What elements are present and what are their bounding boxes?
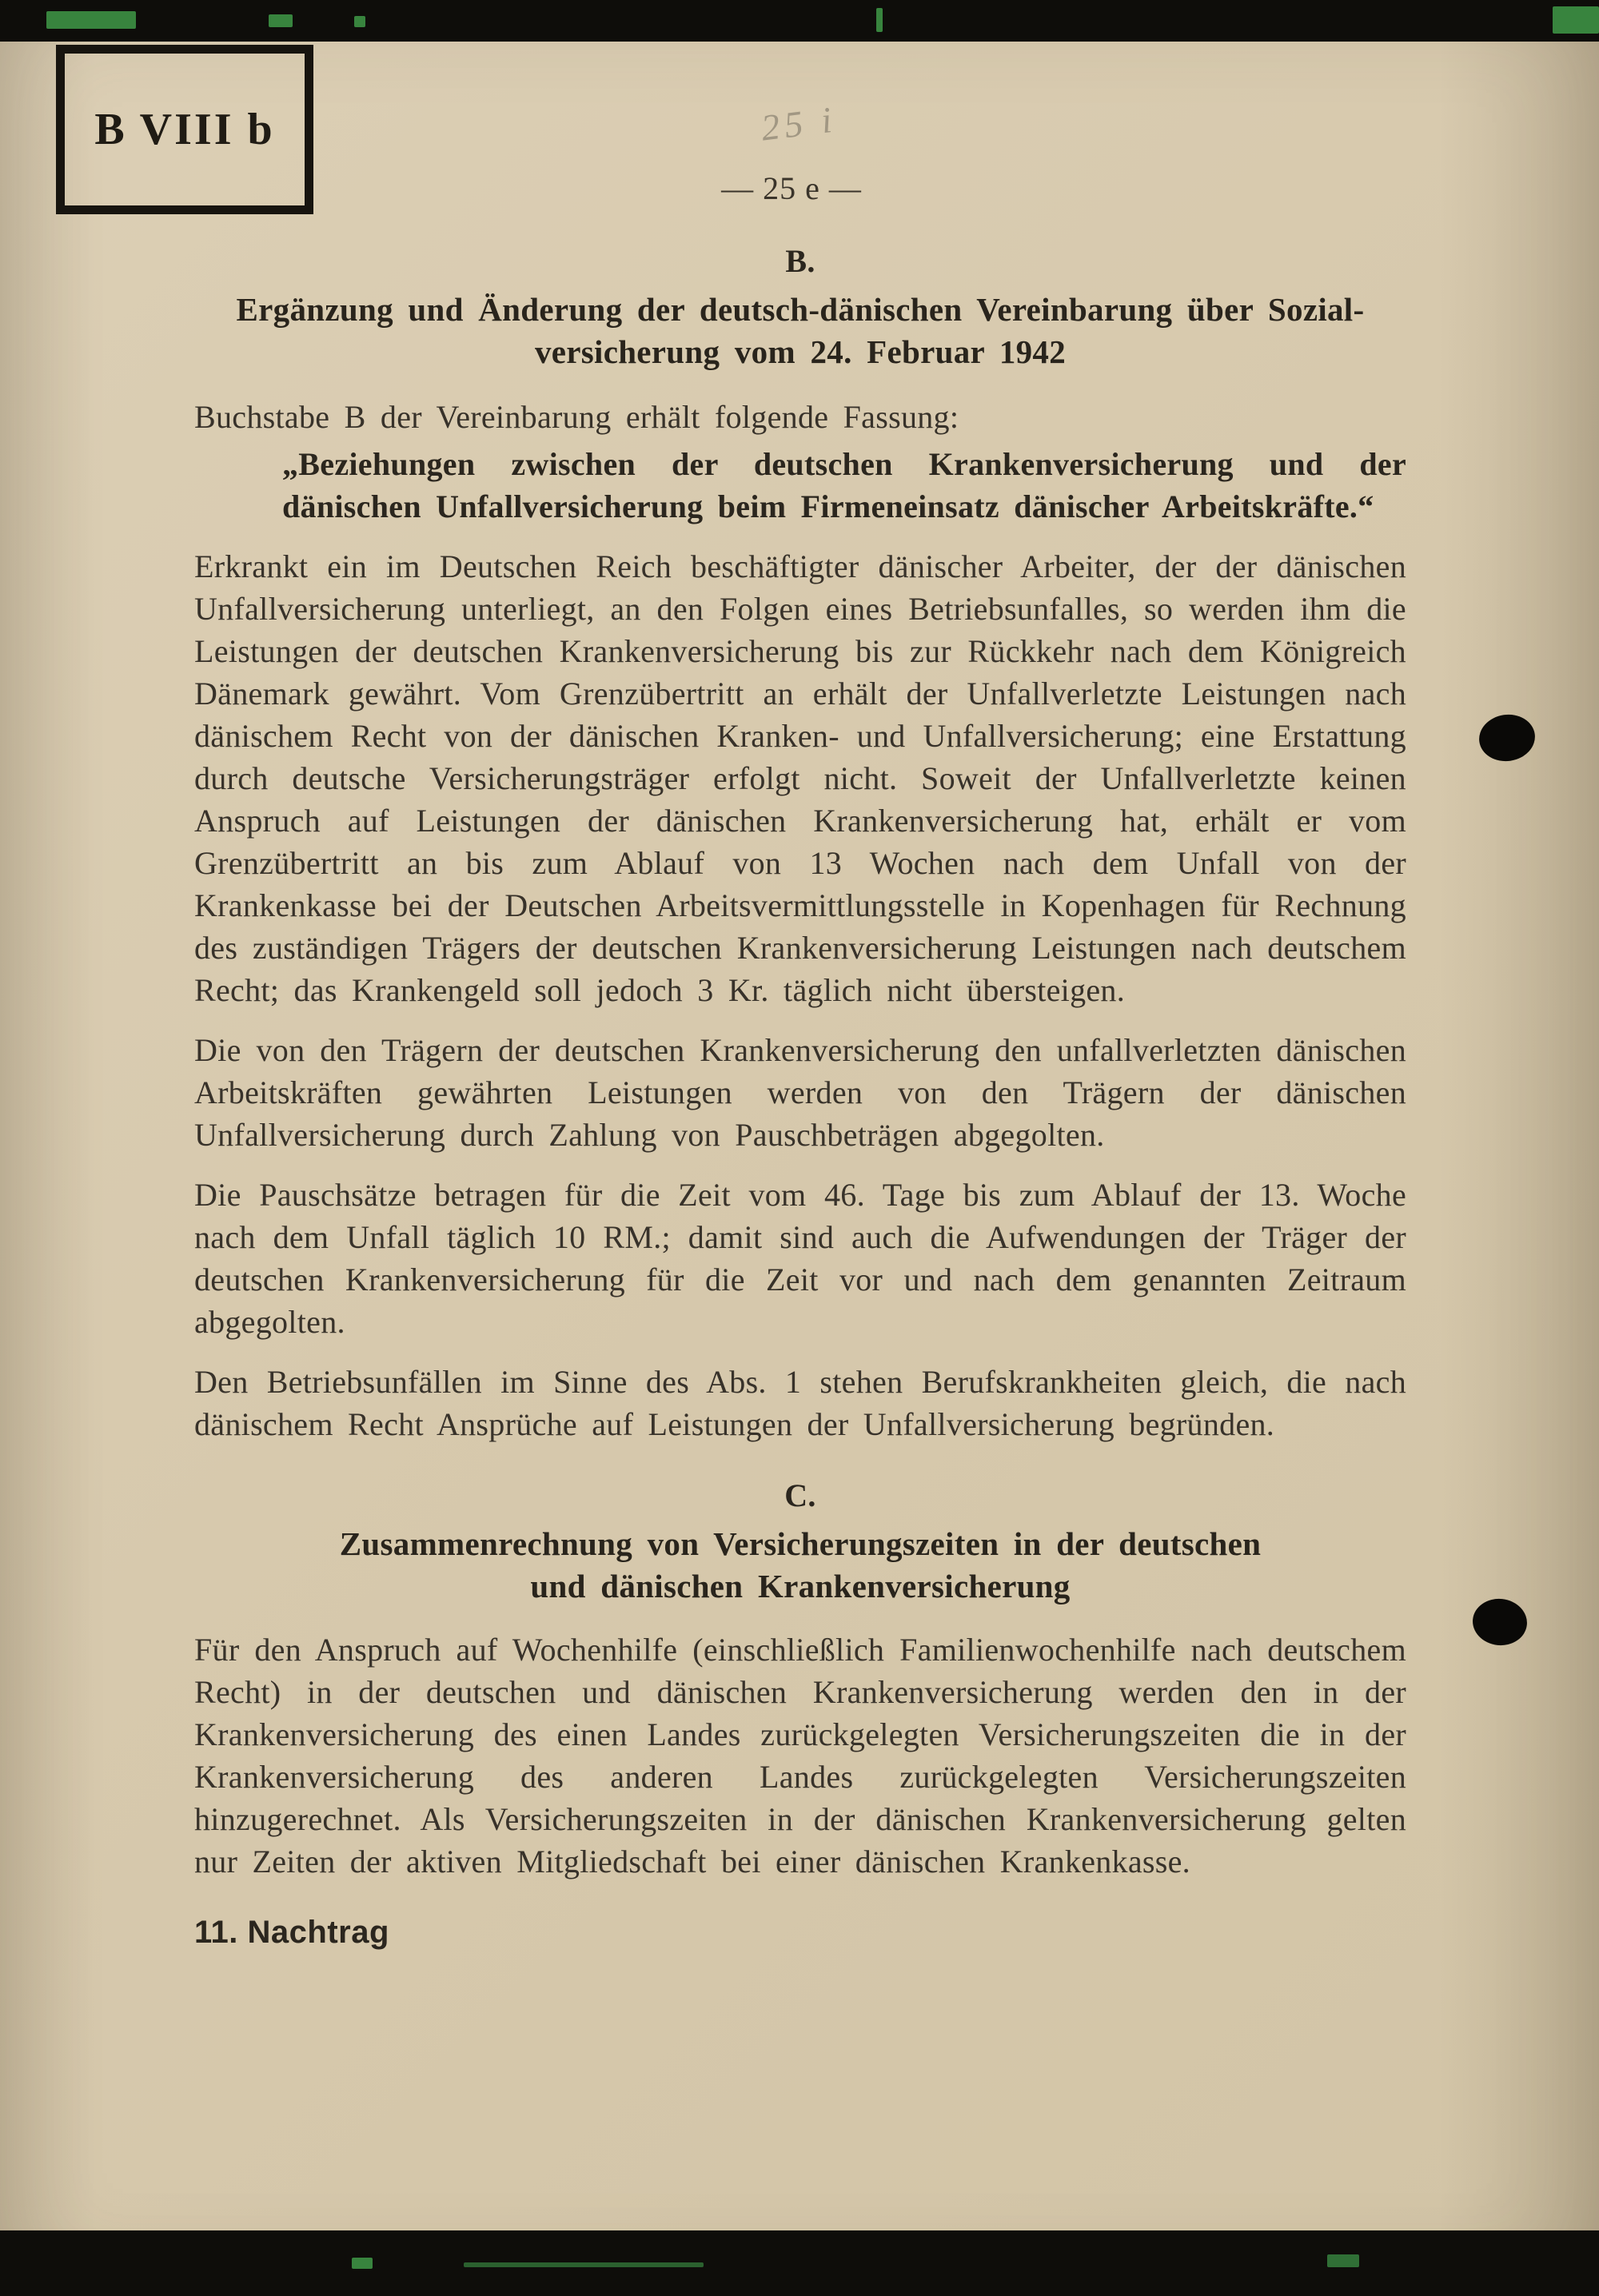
stamp-text: B VIII b (94, 105, 275, 154)
scan-artifact (46, 11, 136, 29)
section-c-paragraph: Für den Anspruch auf Wochenhilfe (einschließlich Familienwochenhilfe nach deutschem Recht) in der deutschen und dänischen Krankenversicherung werden den in der Krankenversicherung des einen Landes zurückgelegten Versicherungszeiten die in der Krankenversicherung des anderen Landes zurückgelegten Versicherungszeiten hinzugerechnet. Als Versicherungszeiten in der dänischen Krankenversicherung gelten nur Zeiten der aktiven Mitgliedschaft bei einer dänischen Krankenkasse. (194, 1632, 1406, 1879)
handwritten-note: 25 i (759, 98, 839, 149)
text-column (194, 240, 1406, 1954)
scan-edge-bottom (0, 2230, 1599, 2296)
scan-artifact (269, 14, 293, 27)
hole-punch (1470, 1596, 1529, 1648)
page-number: — 25 e — (721, 170, 862, 206)
section-b-paragraph: Die Pauschsätze betragen für die Zeit vom 46. Tage bis zum Ablauf der 13. Woche nach dem Unfall täglich 10 RM.; damit sind auch die Aufwendungen der Träger der deutschen Krankenversicherung für die Zeit vor und nach dem genannten Zeitraum abgegolten. (194, 1177, 1406, 1340)
section-b-title-line2: versicherung vom 24. Februar 1942 (534, 333, 1067, 370)
stamp-box (56, 45, 313, 214)
footer-note: 11. Nachtrag (194, 1915, 389, 1950)
scan-artifact (1553, 6, 1599, 34)
scan-artifact (876, 8, 883, 32)
section-b-paragraph: Den Betriebsunfällen im Sinne des Abs. 1 stehen Berufskrankheiten gleich, die nach dänischem Recht Ansprüche auf Leistungen der Unfallversicherung begründen. (194, 1364, 1406, 1442)
section-b-letter: B. (785, 243, 815, 279)
section-b-quote: „Beziehungen zwischen der deutschen Krankenversicherung und der dänischen Unfallversicherung beim Firmeneinsatz dänischer Arbeitskräfte.“ (282, 446, 1406, 524)
scan-artifact (352, 2258, 373, 2269)
section-b-paragraph: Erkrankt ein im Deutschen Reich beschäftigter dänischer Arbeiter, der der dänischen Unfallversicherung unterliegt, an den Folgen eines Betriebsunfalles, so werden ihm die Leistungen der deutschen Krankenversicherung bis zur Rückkehr nach dem Königreich Dänemark gewährt. Vom Grenzübertritt an erhält der Unfallverletzte Leistungen nach dänischem Recht von der dänischen Kranken- und Unfallversicherung; eine Erstattung durch deutsche Versicherungsträger erfolgt nicht. Soweit der Unfallverletzte keinen Anspruch auf Leistungen der dänischen Krankenversicherung hat, erhält er vom Grenzübertritt an bis zum Ablauf von 13 Wochen nach dem Unfall von der Krankenkasse bei der Deutschen Arbeitsvermittlungsstelle in Kopenhagen für Rechnung des zuständigen Trägers der deutschen Krankenversicherung Leistungen nach deutschem Recht; das Krankengeld soll jedoch 3 Kr. täglich nicht übersteigen. (194, 548, 1406, 1008)
scan-artifact (464, 2262, 704, 2267)
section-c-title (194, 1523, 1406, 1608)
hole-punch (1476, 711, 1537, 764)
section-c-letter: C. (784, 1477, 816, 1513)
section-b-paragraph: Die von den Trägern der deutschen Krankenversicherung den unfallverletzten dänischen Arbeitskräften gewährten Leistungen werden von den Trägern der dänischen Unfallversicherung durch Zahlung von Pauschbeträgen abgegolten. (194, 1032, 1406, 1153)
section-b-title-line1: Ergänzung und Änderung der deutsch-dänischen Vereinbarung über Sozial- (236, 291, 1365, 328)
section-b-title (194, 289, 1406, 373)
scan-edge-top (0, 0, 1599, 42)
scan-artifact (1327, 2254, 1359, 2267)
section-c-title-line1: Zusammenrechnung von Versicherungszeiten in der deutschen (339, 1525, 1262, 1562)
scan-artifact (354, 16, 365, 27)
section-b-intro: Buchstabe B der Vereinbarung erhält folgende Fassung: (194, 399, 959, 435)
section-c-title-line2: und dänischen Krankenversicherung (530, 1568, 1071, 1604)
section-divider-space (194, 1463, 1406, 1474)
